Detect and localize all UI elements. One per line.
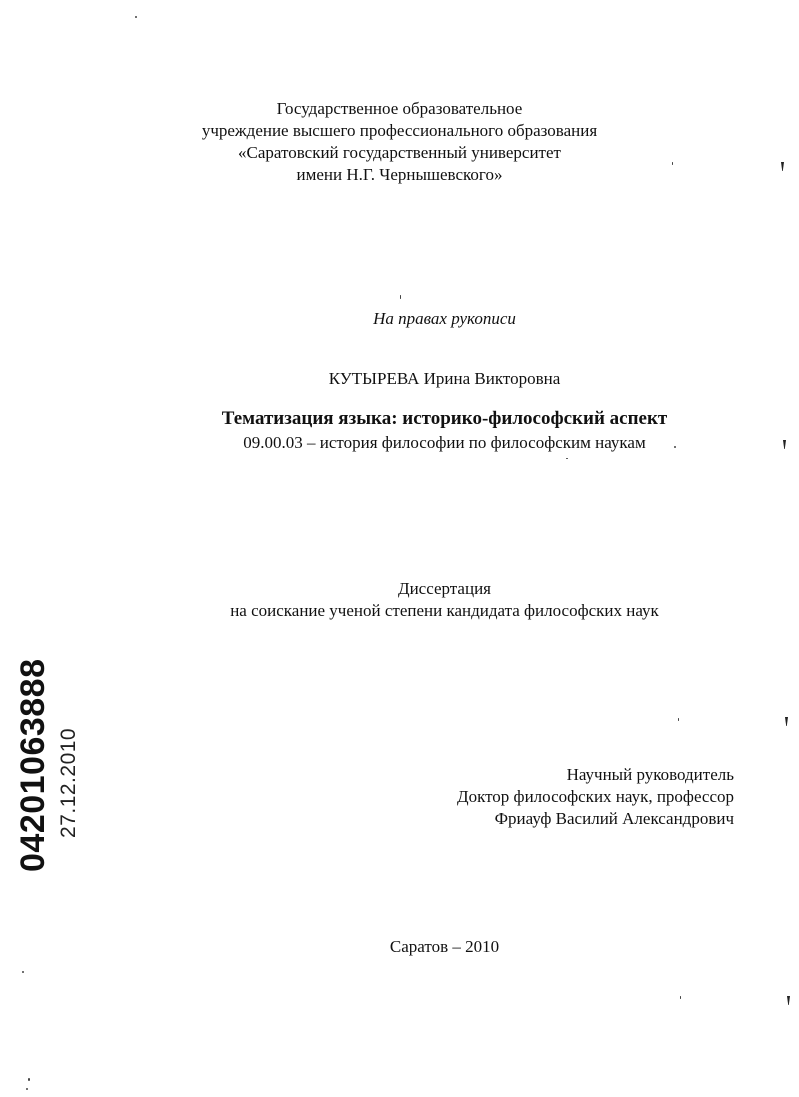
dissertation-title: Тематизация языка: историко-философский аспект	[221, 408, 668, 429]
header-line-3: «Саратовский государственный университет	[238, 143, 561, 162]
scan-speck	[566, 458, 568, 459]
scan-mark	[787, 996, 790, 1005]
supervisor-degree: Доктор философских наук, профессор	[456, 787, 734, 806]
supervisor-name: Фриауф Василий Александрович	[494, 809, 734, 828]
scan-speck	[672, 162, 673, 165]
scan-speck	[400, 295, 401, 299]
scan-mark	[785, 717, 788, 726]
header-line-1: Государственное образовательное	[276, 99, 523, 118]
scan-speck	[678, 718, 679, 721]
dissertation-label: Диссертация	[397, 579, 491, 598]
specialty-code: 09.00.03 – история философии по философским наукам	[243, 433, 646, 452]
scan-speck	[28, 1078, 30, 1081]
dissertation-purpose: на соискание ученой степени кандидата философских наук	[230, 601, 659, 620]
scan-speck	[680, 996, 681, 999]
registration-date-stamp: 27.12.2010	[57, 727, 80, 838]
manuscript-note: На правах рукописи	[373, 309, 516, 328]
header-line-2: учреждение высшего профессионального образования	[201, 121, 598, 140]
scan-speck	[135, 16, 137, 18]
supervisor-role: Научный руководитель	[566, 765, 734, 784]
header-line-4: имени Н.Г. Чернышевского»	[296, 165, 503, 184]
city-year: Саратов – 2010	[389, 937, 500, 956]
scan-speck	[26, 1088, 28, 1090]
registration-number-stamp: 04201063888	[14, 658, 52, 872]
scan-speck	[674, 446, 676, 448]
author-name: КУТЫРЕВА Ирина Викторовна	[328, 369, 561, 388]
scan-speck	[22, 971, 24, 973]
